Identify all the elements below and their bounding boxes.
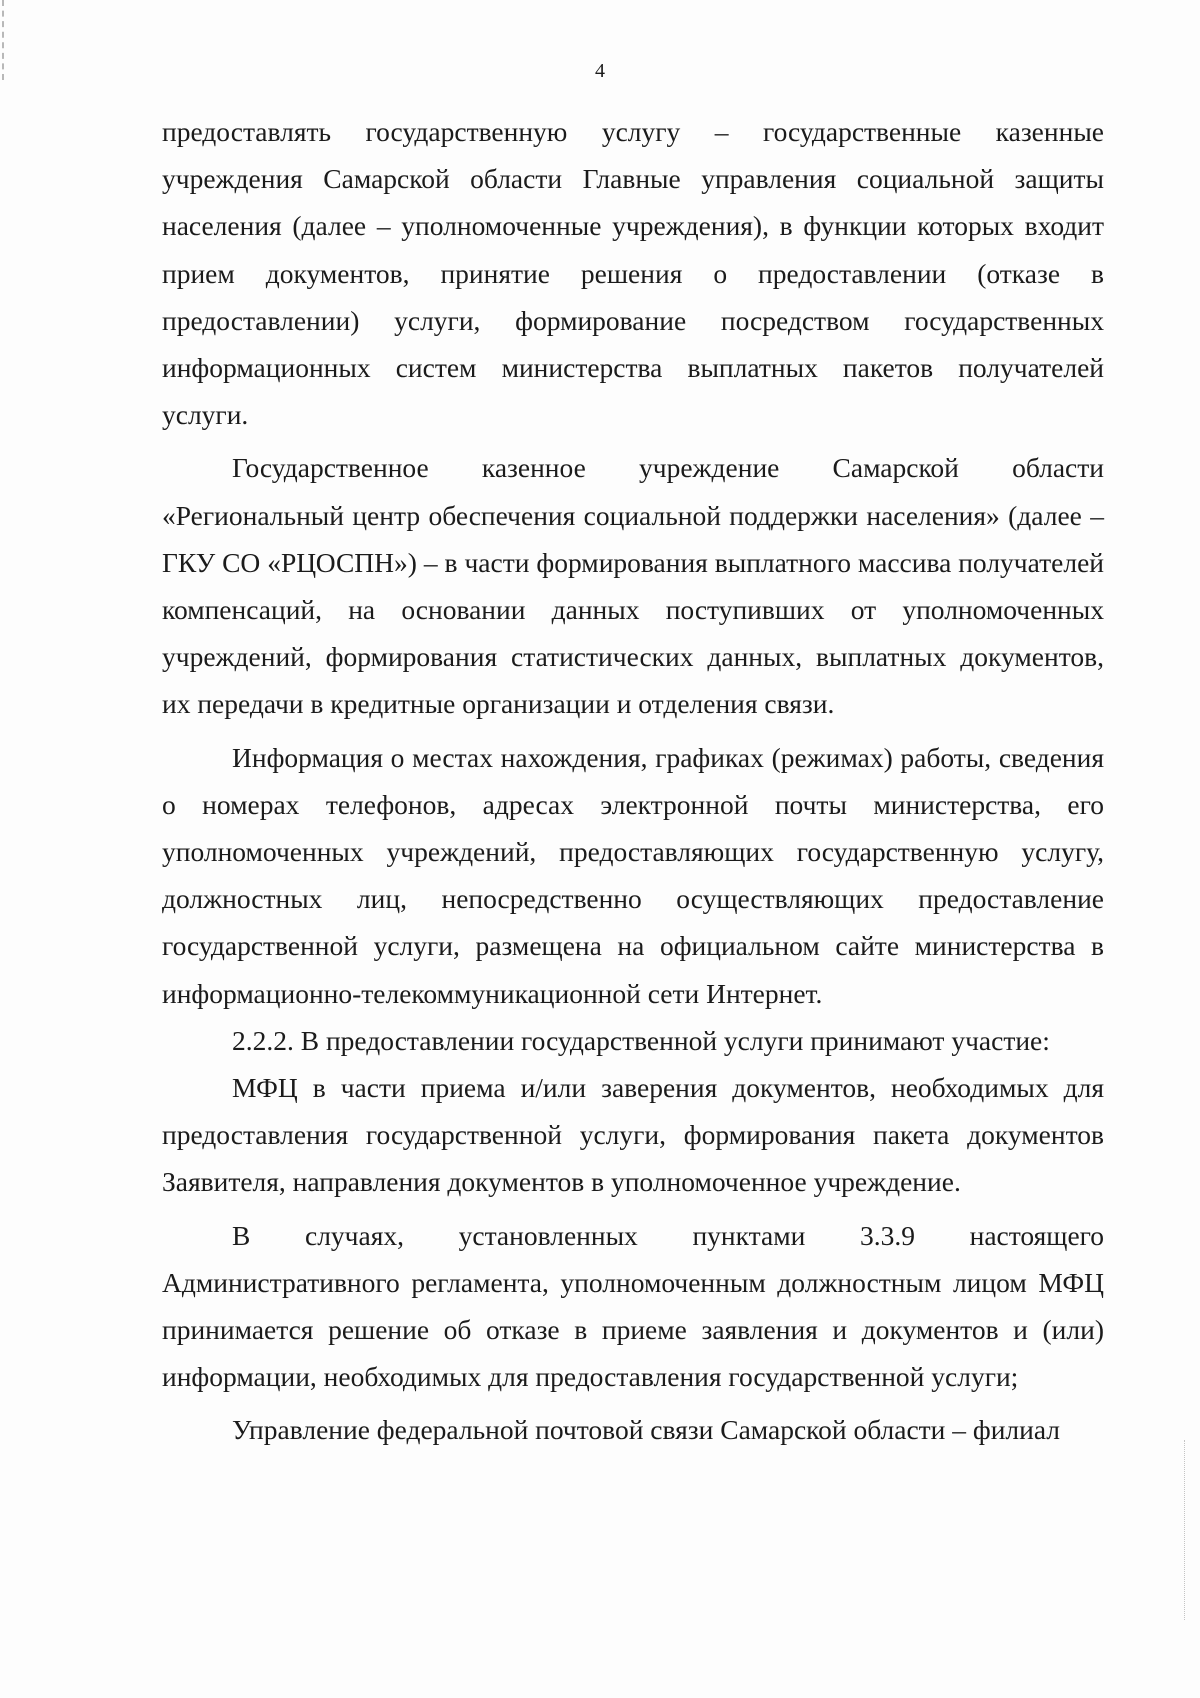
paragraph-contact-info: Информация о местах нахождения, графиках (режимах) работы, сведения о номерах телефонов, адресах электронной почты министерства, его уполномоченных учреждений, предоставляющих государственную услугу, должностных лиц, непосредственно осуществляющих предоставление государственной услуги, размещена на официальном сайте министерства в информационно-телекоммуникационной сети Интернет. (162, 741, 1104, 1009)
page-number: 4 (595, 60, 605, 82)
paragraph-gku-rtsospn: Государственное казенное учреждение Самарской области «Региональный центр обеспечения социальной поддержки населения» (далее – ГКУ СО «РЦОСПН») – в части формирования выплатного массива получателей компенсаций, на основании данных поступивших от уполномоченных учреждений, формирования статистических данных, выплатных документов, их передачи в кредитные организации и отделения связи. (162, 452, 1104, 720)
paragraph-refusal-cases: В случаях, установленных пунктами 3.3.9 настоящего Административного регламента, уполномоченным должностным лицом МФЦ принимается решение об отказе в приеме заявления и документов и (или) информации, необходимых для предоставления государственной услуги; (162, 1219, 1104, 1393)
body-text (162, 108, 1104, 1454)
paragraph-mfc: МФЦ в части приема и/или заверения документов, необходимых для предоставления государственной услуги, формирования пакета документов Заявителя, направления документов в уполномоченное учреждение. (162, 1072, 1104, 1198)
paragraph-postal-service: Управление федеральной почтовой связи Самарской области – филиал (232, 1414, 1061, 1446)
paragraph-continuation: предоставлять государственную услугу – государственные казенные учреждения Самарской области Главные управления социальной защиты населения (далее – уполномоченные учреждения), в функции которых входит прием документов, принятие решения о предоставлении (отказе в предоставлении) услуги, формирование посредством государственных информационных систем министерства выплатных пакетов получателей услуги. (162, 116, 1104, 431)
scan-edge-right (1184, 1440, 1186, 1620)
paragraph-2-2-2: 2.2.2. В предоставлении государственной услуги принимают участие: (232, 1024, 1050, 1056)
